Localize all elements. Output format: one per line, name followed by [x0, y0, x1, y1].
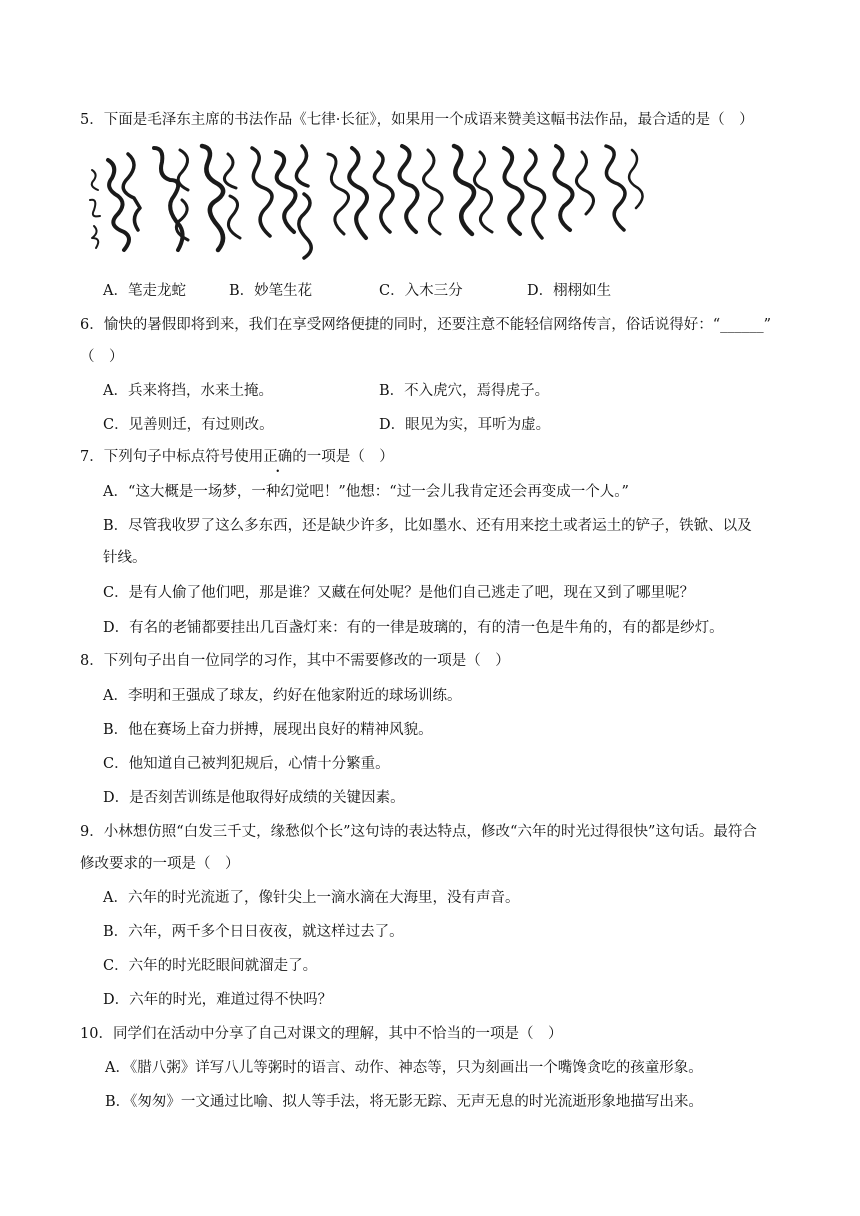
q7-option-b-line2[interactable]: 针线。: [103, 550, 147, 566]
q7-stem-before: 7．下列句子中标点符号使用: [80, 449, 264, 465]
calligraphy-strokes: [84, 140, 650, 264]
q7-option-b-line1[interactable]: B．尽管我收罗了这么多东西，还是缺少许多，比如墨水、还有用来挖土或者运土的铲子，铁锨、以及: [103, 518, 752, 534]
q7-option-d[interactable]: D．有名的老铺都要挂出几百盏灯来：有的一律是玻璃的，有的清一色是牛角的，有的都是纱灯。: [103, 620, 724, 636]
q6-stem-line1: 6．愉快的暑假即将到来，我们在享受网络便捷的同时，还要注意不能轻信网络传言，俗话说得好：“______”: [80, 317, 772, 333]
q5-option-d[interactable]: D．栩栩如生: [527, 283, 612, 299]
q8-option-c[interactable]: C．他知道自己被判犯规后，心情十分繁重。: [103, 756, 390, 772]
q8-stem: 8．下列句子出自一位同学的习作，其中不需要修改的一项是（ ）: [80, 653, 510, 669]
q8-option-a[interactable]: A．李明和王强成了球友，约好在他家附近的球场训练。: [103, 688, 462, 704]
q5-option-a[interactable]: A．笔走龙蛇: [103, 283, 186, 299]
q7-stem-emphasis: 正确: [263, 449, 293, 465]
q8-option-b[interactable]: B．他在赛场上奋力拼搏，展现出良好的精神风貌。: [103, 722, 433, 738]
q10-option-a[interactable]: A．《腊八粥》详写八儿等粥时的语言、动作、神态等，只为刻画出一个嘴馋贪吃的孩童形象。: [105, 1060, 703, 1076]
q7-option-a[interactable]: A．“这大概是一场梦，一种幻觉吧！”他想：“过一会儿我肯定还会再变成一个人。”: [103, 484, 629, 500]
q9-option-c[interactable]: C．六年的时光眨眼间就溜走了。: [103, 958, 318, 974]
q6-option-d[interactable]: D．眼见为实，耳听为虚。: [379, 417, 551, 433]
q10-stem: 10．同学们在活动中分享了自己对课文的理解，其中不恰当的一项是（ ）: [80, 1026, 563, 1042]
q5-stem: 5．下面是毛泽东主席的书法作品《七律·长征》，如果用一个成语来赞美这幅书法作品，最合适的是（ ）: [80, 112, 754, 128]
q6-option-c[interactable]: C．见善则迁，有过则改。: [103, 417, 274, 433]
q7-stem-after: 的一项是（ ）: [292, 449, 394, 465]
q9-option-a[interactable]: A．六年的时光流逝了，像针尖上一滴水滴在大海里，没有声音。: [103, 890, 520, 906]
q6-option-a[interactable]: A．兵来将挡，水来土掩。: [103, 383, 273, 399]
q10-option-b[interactable]: B．《匆匆》一文通过比喻、拟人等手法，将无影无踪、无声无息的时光流逝形象地描写出来。: [105, 1094, 703, 1110]
q5-options: [103, 281, 723, 301]
q9-option-d[interactable]: D．六年的时光，难道过得不快吗？: [103, 992, 333, 1008]
q6-option-b[interactable]: B．不入虎穴，焉得虎子。: [379, 383, 550, 399]
q5-option-b[interactable]: B．妙笔生花: [229, 283, 313, 299]
q5-option-c[interactable]: C．入木三分: [379, 283, 463, 299]
calligraphy-image: [84, 140, 650, 264]
q8-option-d[interactable]: D．是否刻苦训练是他取得好成绩的关键因素。: [103, 790, 405, 806]
q9-option-b[interactable]: B．六年，两千多个日日夜夜，就这样过去了。: [103, 924, 404, 940]
q7-stem: [80, 447, 394, 467]
q6-stem-line2: （ ）: [80, 349, 124, 365]
q9-stem-line1: 9．小林想仿照“白发三千丈，缘愁似个长”这句诗的表达特点，修改“六年的时光过得很快”这句话。最符合: [80, 824, 757, 840]
q7-option-c[interactable]: C．是有人偷了他们吧，那是谁？又藏在何处呢？是他们自己逃走了吧，现在又到了哪里呢？: [103, 585, 695, 601]
q9-stem-line2: 修改要求的一项是（ ）: [80, 856, 240, 872]
